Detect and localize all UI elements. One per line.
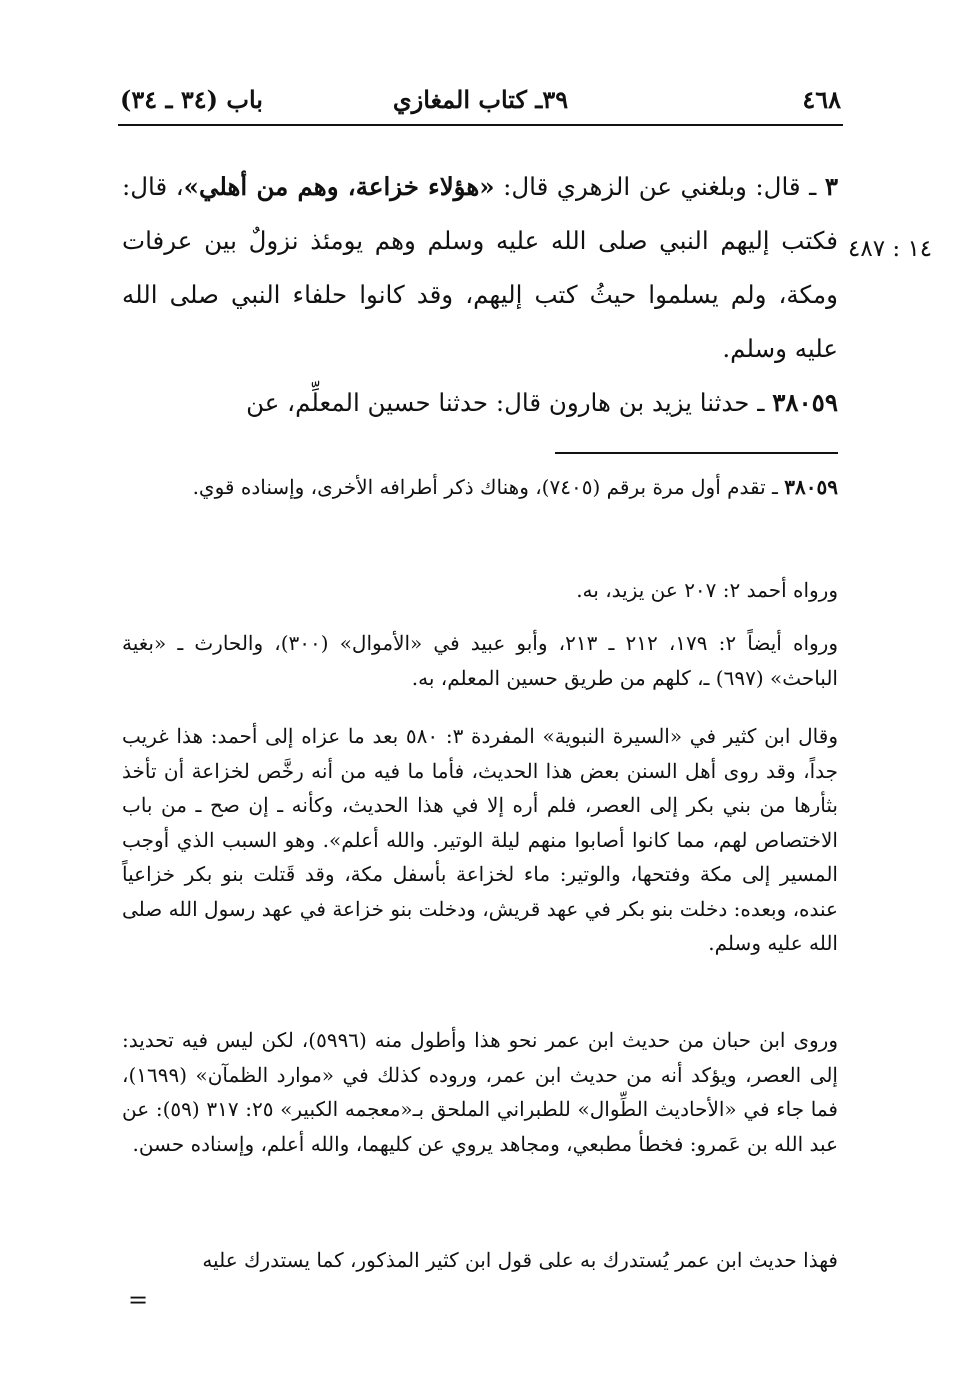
footnote-paragraph: وقال ابن كثير في «السيرة النبوية» المفردة ٣: ٥٨٠ بعد ما عزاه إلى أحمد: هذا غريب جداً، وقد روى أهل السنن بعض هذا الحديث، فأما ما فيه من أنه رخَّص لخزاعة أن تأخذ بثأرها من بني بكر إلى العصر، فلم أره إلا في هذا الحديث، وكأنه ـ إن صح ـ من باب الاختصاص لهم، مما كانوا أصابوا منهم ليلة الوتير. والله أعلم». وهو السبب الذي أوجب المسير إلى مكة وفتحها، والوتير: ماء لخزاعة بأسفل مكة، وقد قَتلت بنو بكر خزاعياً عنده، وبعده: دخلت بنو بكر في عهد قريش، ودخلت بنو خزاعة في عهد رسول الله صلى الله عليه وسلم. (122, 724, 838, 955)
chapter-reference: باب (٣٤ ـ ٣٤) (120, 85, 263, 114)
hadith-text: ، قال: فكتب إليهم النبي صلى الله عليه وسلم وهم يومئذ نزولٌ بين عرفات ومكة، ولم يسلموا حيثُ كتب إليهم، وقد كانوا حلفاء النبي صلى الله عليه وسلم. (122, 172, 838, 363)
header-rule (118, 124, 843, 126)
footnote-text: ـ تقدم أول مرة برقم (٧٤٠٥)، وهناك ذكر أطرافه الأخرى، وإسناده قوي. (192, 475, 785, 499)
footnote-paragraph: فهذا حديث ابن عمر يُستدرك به على قول ابن كثير المذكور، كما يستدرك عليه (202, 1248, 838, 1272)
quoted-saying: «هؤلاء خزاعة، وهم من أهلي» (183, 172, 495, 201)
hadith-number: ٣ (824, 172, 838, 201)
hadith-number: ٣٨٠٥٩ (772, 388, 838, 417)
hadith-text: ـ قال: وبلغني عن الزهري قال: (494, 172, 825, 201)
book-title: ٣٩ـ كتاب المغازي (392, 85, 569, 114)
footnote-paragraph: وروى ابن حبان من حديث ابن عمر نحو هذا وأطول منه (٥٩٩٦)، لكن ليس فيه تحديد: إلى العصر، ويؤكد أنه من حديث ابن عمر، وروده كذلك في «موارد الظمآن» (١٦٩٩)، فما جاء في «الأحاديث الطِّوال» للطبراني الملحق بـ«معجمه الكبير» ٢٥: ٣١٧ (٥٩): عن عبد الله بن عَمرو: فخطأ مطبعي، ومجاهد يروي عن كليهما، والله أعلم، وإسناده حسن. (122, 1028, 838, 1156)
footnote-number: ٣٨٠٥٩ (784, 475, 838, 499)
margin-volume-page-reference: ١٤ : ٤٨٧ (848, 236, 933, 262)
running-header (118, 80, 843, 126)
footnote-paragraph: ورواه أيضاً ٢: ١٧٩، ٢١٢ ـ ٢١٣، وأبو عبيد في «الأموال» (٣٠٠)، والحارث ـ «بغية الباحث» (٦٩٧) ـ، كلهم من طريق حسين المعلم، به. (122, 631, 838, 690)
page-number: ٤٦٨ (802, 85, 841, 114)
main-paragraph-38059 (122, 376, 838, 430)
footnote-paragraph: ورواه أحمد ٢: ٢٠٧ عن يزيد، به. (576, 578, 838, 602)
main-paragraph-3 (122, 160, 838, 376)
hadith-text: ـ حدثنا يزيد بن هارون قال: حدثنا حسين المعلِّم، عن (246, 388, 773, 417)
footnote-38059 (122, 470, 838, 505)
continuation-mark: = (128, 1286, 149, 1314)
footnote-separator (555, 452, 838, 454)
